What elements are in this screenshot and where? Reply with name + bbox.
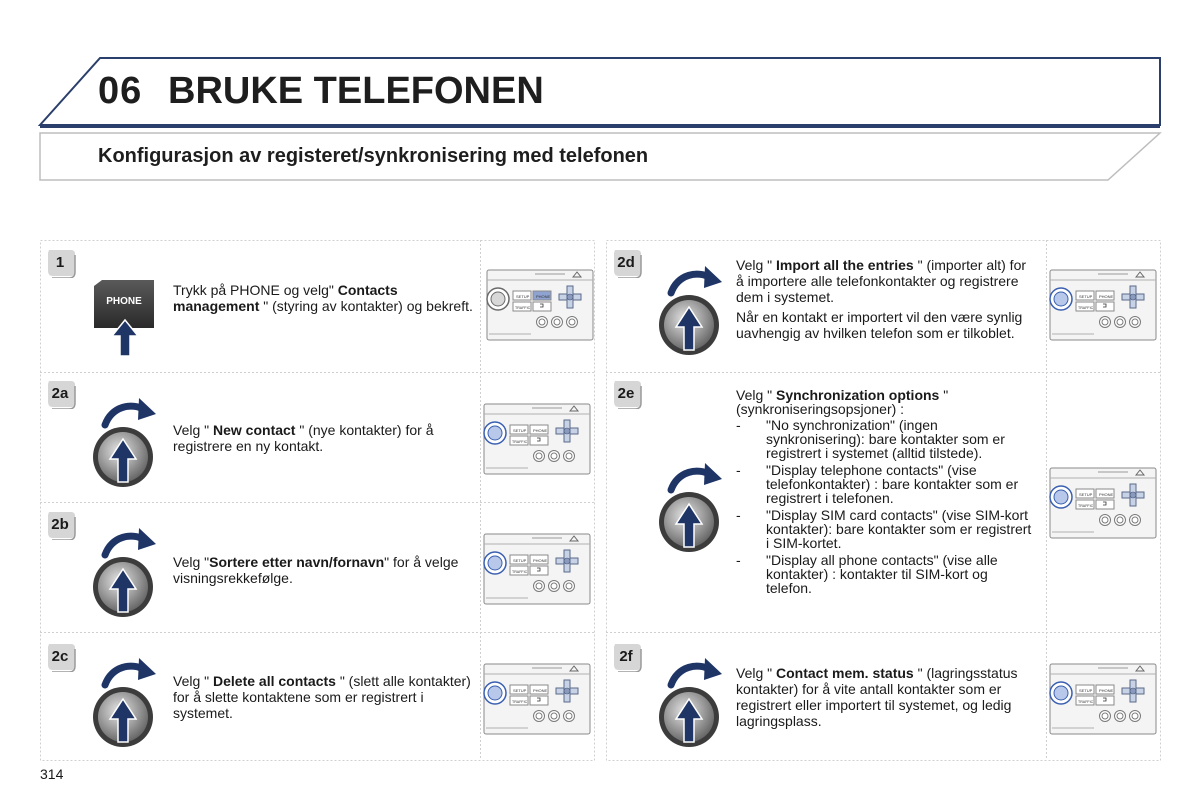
rotary-dial-icon	[92, 520, 162, 620]
rotary-dial-icon	[658, 650, 728, 750]
step-2b-label: 2b	[51, 516, 69, 533]
radio-panel-illustration	[482, 658, 592, 744]
svg-text:PHONE: PHONE	[1099, 492, 1114, 497]
step-1-text: Trykk på PHONE og velg" Contacts management " (styring av kontakter) og bekreft.	[173, 282, 473, 314]
step-2d-label: 2d	[617, 254, 635, 271]
svg-text:SETUP: SETUP	[513, 688, 527, 693]
chapter-number: 06	[98, 70, 143, 112]
radio-panel-illustration	[1048, 264, 1158, 350]
svg-text:PHONE: PHONE	[1099, 688, 1114, 693]
sync-option-item: - "Display telephone contacts" (vise telefonkontakter) : bare kontakter som er registrert i telefonen.	[736, 463, 1036, 505]
step-2d-note: Når en kontakt er importert vil den være synlig uavhengig av hvilken telefon som er tilkoblet.	[736, 309, 1023, 341]
section-title: Konfigurasjon av registeret/synkronisering med telefonen	[98, 145, 649, 167]
step-2d-text: Velg " Import all the entries " (importer alt) for å importere alle telefonkontakter og registrere dem i systemet. Når en kontakt er importert vil den være synlig uavhengig av hvilken telefon som er tilkoblet.	[736, 257, 1036, 345]
svg-text:PHONE: PHONE	[533, 428, 548, 433]
radio-panel-illustration	[482, 398, 592, 484]
svg-text:PHONE: PHONE	[533, 558, 548, 563]
radio-panel-illustration	[482, 528, 592, 614]
sync-option-item: - "Display SIM card contacts" (vise SIM-kort kontakter): bare kontakter som er registrert i SIM-kortet.	[736, 508, 1036, 550]
rotary-dial-icon	[658, 455, 728, 555]
svg-text:SETUP: SETUP	[516, 294, 530, 299]
page-number: 314	[40, 766, 64, 782]
svg-text:SETUP: SETUP	[513, 428, 527, 433]
sync-options-list	[736, 418, 1036, 595]
svg-text:TRAFFIC: TRAFFIC	[1078, 504, 1094, 508]
step-2c-badge	[46, 644, 78, 672]
rotary-dial-icon	[658, 258, 728, 358]
svg-text:TRAFFIC: TRAFFIC	[512, 440, 528, 444]
step-2c-text: Velg " Delete all contacts " (slett alle kontakter) for å slette kontaktene som er registrert i systemet.	[173, 673, 471, 721]
step-2e-label: 2e	[617, 385, 635, 402]
phone-key-label: PHONE	[106, 296, 142, 307]
step-2b-text: Velg "Sortere etter navn/fornavn" for å velge visningsrekkefølge.	[173, 554, 459, 586]
svg-text:TRAFFIC: TRAFFIC	[515, 306, 531, 310]
radio-panel-illustration	[1048, 658, 1158, 744]
step-2f-badge	[612, 644, 644, 672]
svg-text:TRAFFIC: TRAFFIC	[1078, 700, 1094, 704]
step-1-label: 1	[55, 254, 65, 271]
radio-panel-illustration	[1048, 462, 1158, 548]
sync-option-item: - "No synchronization" (ingen synkronisering): bare kontakter som er registrert i systemet (alltid tilstede).	[736, 418, 1036, 460]
svg-text:PHONE: PHONE	[1099, 294, 1114, 299]
press-arrow-icon	[108, 318, 142, 358]
step-2a-badge	[46, 381, 78, 409]
step-2b-badge	[46, 512, 78, 540]
svg-text:PHONE: PHONE	[533, 688, 548, 693]
step-2a-label: 2a	[51, 385, 69, 402]
step-2e-badge	[612, 381, 644, 409]
rotary-dial-icon	[92, 650, 162, 750]
svg-text:SETUP: SETUP	[1079, 492, 1093, 497]
svg-text:SETUP: SETUP	[513, 558, 527, 563]
svg-text:TRAFFIC: TRAFFIC	[512, 570, 528, 574]
chapter-title: BRUKE TELEFONEN	[168, 70, 544, 112]
sync-option-item: - "Display all phone contacts" (vise alle kontakter) : kontakter til SIM-kort og telefon.	[736, 553, 1036, 595]
step-1-badge	[46, 250, 78, 278]
step-2a-text: Velg " New contact " (nye kontakter) for å registrere en ny kontakt.	[173, 422, 434, 454]
radio-panel-illustration	[485, 264, 595, 350]
svg-text:SETUP: SETUP	[1079, 294, 1093, 299]
step-2c-label: 2c	[51, 648, 69, 665]
svg-text:PHONE: PHONE	[536, 294, 551, 299]
step-2d-badge	[612, 250, 644, 278]
step-2e-text: Velg " Synchronization options " (synkroniseringsopsjoner) : - "No synchronization" (ingen synkronisering): bare kontakter som er registrert i systemet (alltid tilstede). - "Display telephone contacts" (vise telefonkontakter) : bare kontakter som er registrert i telefonen. - "Display SIM card contacts" (vise SIM-kort kontakter): bare kontakter som er registrert i SIM-kortet. - "Display all phone contacts" (vise alle kontakter) : kontakter til SIM-kort og telefon.	[736, 388, 1036, 598]
svg-text:TRAFFIC: TRAFFIC	[1078, 306, 1094, 310]
svg-text:SETUP: SETUP	[1079, 688, 1093, 693]
rotary-dial-icon	[92, 390, 162, 490]
step-2f-label: 2f	[619, 648, 633, 665]
step-2f-text: Velg " Contact mem. status " (lagringsstatus kontakter) for å vite antall kontakter som er registrert eller importert til systemet, og ledig lagringsplass.	[736, 665, 1018, 729]
svg-text:TRAFFIC: TRAFFIC	[512, 700, 528, 704]
